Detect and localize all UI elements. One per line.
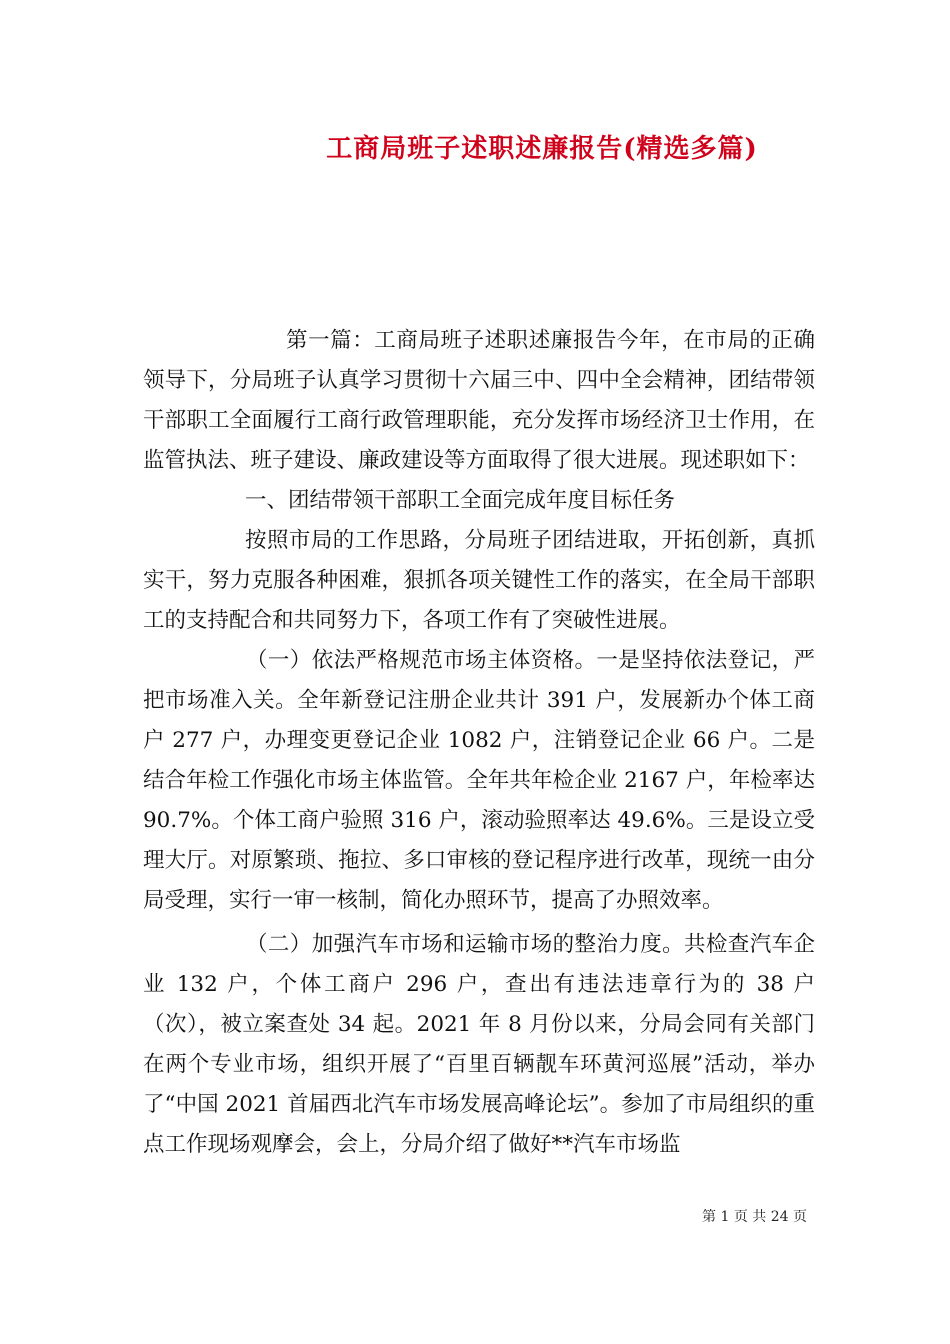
document-title: 工商局班子述职述廉报告(精选多篇) [326,134,758,164]
paragraph-subsection-2: （二）加强汽车市场和运输市场的整治力度。共检查汽车企业 132 户，个体工商户 296 户，查出有违法违章行为的 38 户（次），被立案查处 34 起。2021 年 8 月份以来，分局会同有关部门在两个专业市场，组织开展了“百里百辆靓车环黄河巡展”活动，举办了“中国 2021 首届西北汽车市场发展高峰论坛”。参加了市局组织的重点工作现场观摩会，会上，分局介绍了做好**汽车市场监 [143,932,815,1157]
paragraph-intro: 第一篇：工商局班子述职述廉报告今年，在市局的正确领导下，分局班子认真学习贯彻十六届三中、四中全会精神，团结带领干部职工全面履行工商行政管理职能，充分发挥市场经济卫士作用，在监管执法、班子建设、廉政建设等方面取得了很大进展。现述职如下： [143,328,815,473]
document-body [143,321,815,1165]
paragraph-section-1-overview: 按照市局的工作思路，分局班子团结进取，开拓创新，真抓实干，努力克服各种困难，狠抓各项关键性工作的落实，在全局干部职工的支持配合和共同努力下，各项工作有了突破性进展。 [143,528,815,633]
section-heading-1: 一、团结带领干部职工全面完成年度目标任务 [245,488,676,513]
page-number-footer: 第 1 页 共 24 页 [702,1209,807,1225]
paragraph-subsection-1: （一）依法严格规范市场主体资格。一是坚持依法登记，严把市场准入关。全年新登记注册企业共计 391 户，发展新办个体工商户 277 户，办理变更登记企业 1082 户，注销登记企业 66 户。二是结合年检工作强化市场主体监管。全年共年检企业 2167 户，年检率达 90.7%。个体工商户验照 316 户，滚动验照率达 49.6%。三是设立受理大厅。对原繁琐、拖拉、多口审核的登记程序进行改革，现统一由分局受理，实行一审一核制，简化办照环节，提高了办照效率。 [143,648,815,913]
